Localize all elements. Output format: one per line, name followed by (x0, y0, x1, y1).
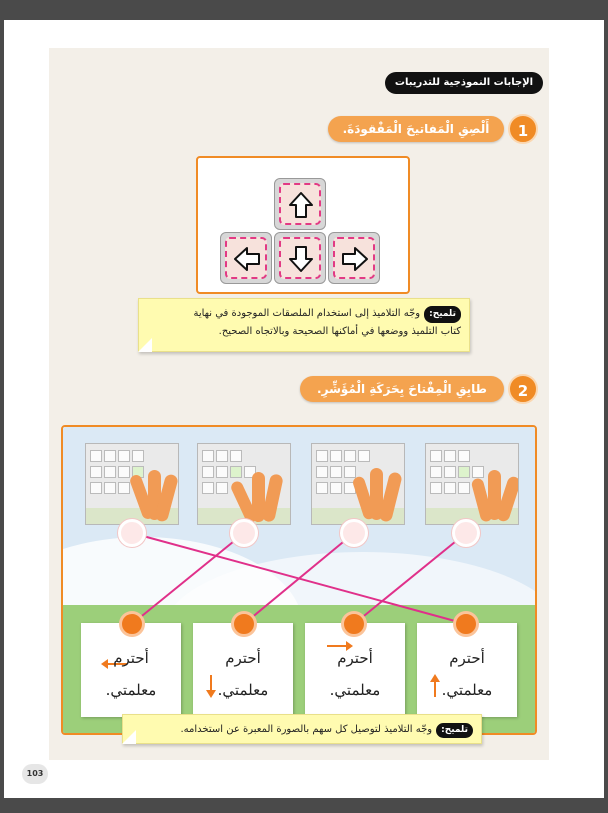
cursor-card-up (417, 623, 517, 717)
match-line-4 (354, 533, 466, 624)
exercise-2-title: طابِقِ الْمِفْتاحَ بِحَرَكَةِ الْمُؤَشِّرِ. (300, 376, 504, 402)
up-arrow-icon (284, 188, 318, 222)
card-line-1: أحترم (113, 649, 149, 667)
left-arrow-key (220, 232, 272, 284)
right-arrow-icon (338, 242, 372, 276)
viewer-bottom-bar (0, 798, 608, 813)
photo-dot-4[interactable] (452, 519, 480, 547)
card-line-2: معلمتي. (441, 681, 493, 699)
page-title: الإجابات النموذجية للتدريبات (385, 72, 543, 94)
cursor-card-right (305, 623, 405, 717)
card-dot-2[interactable] (231, 611, 257, 637)
tip-text: وجّه التلاميذ لتوصيل كل سهم بالصورة المعبرة عن استخدامه. (180, 724, 433, 735)
card-line-2: معلمتي. (105, 681, 157, 699)
exercise-1-tip (138, 298, 470, 352)
card-dot-4[interactable] (453, 611, 479, 637)
photo-dot-3[interactable] (340, 519, 368, 547)
up-arrow-key (274, 178, 326, 230)
exercise-2-tip (122, 714, 482, 744)
down-arrow-icon (284, 242, 318, 276)
card-line-2: معلمتي. (329, 681, 381, 699)
card-dot-1[interactable] (119, 611, 145, 637)
card-line-1: أحترم (337, 649, 373, 667)
viewer-right-edge (604, 0, 608, 813)
exercise-1-number: 1 (508, 114, 538, 144)
exercise-1-title: أَلْصِقِ الْمَفاتيحَ الْمَفْقودَةَ. (328, 116, 504, 142)
tip-label: تلميح: (424, 306, 461, 323)
page-number: 103 (22, 764, 48, 784)
card-line-1: أحترم (449, 649, 485, 667)
photo-dot-1[interactable] (118, 519, 146, 547)
card-line-2: معلمتي. (217, 681, 269, 699)
match-line-3 (244, 533, 354, 624)
cursor-card-down (193, 623, 293, 717)
card-line-1: أحترم (225, 649, 261, 667)
matching-area (61, 425, 537, 735)
tip-text-line-2: كتاب التلميذ ووضعها في أماكنها الصحيحة وبالاتجاه الصحيح. (218, 326, 461, 337)
tip-text-line-1: وجّه التلاميذ إلى استخدام الملصقات الموجودة في نهاية (193, 308, 421, 319)
tip-label: تلميح: (436, 723, 473, 738)
viewer-top-bar (0, 0, 608, 20)
card-dot-3[interactable] (341, 611, 367, 637)
cursor-card-left (81, 623, 181, 717)
arrow-keys-box (196, 156, 410, 294)
down-arrow-key (274, 232, 326, 284)
photo-dot-2[interactable] (230, 519, 258, 547)
right-arrow-key (328, 232, 380, 284)
match-line-2 (132, 533, 244, 624)
left-arrow-icon (230, 242, 264, 276)
exercise-2-number: 2 (508, 374, 538, 404)
